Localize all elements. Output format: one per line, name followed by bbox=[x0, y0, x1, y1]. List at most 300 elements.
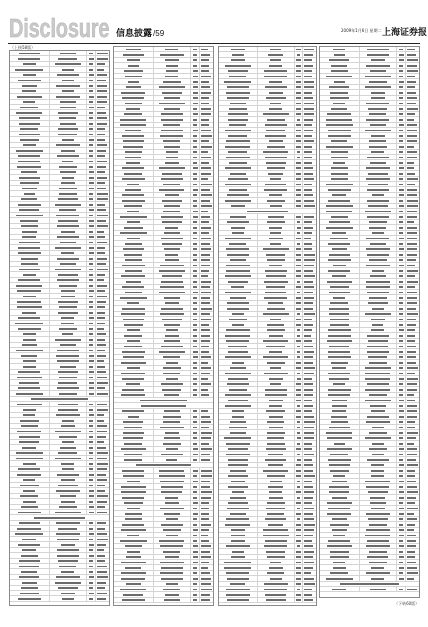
table-cell bbox=[406, 96, 419, 100]
table-cell bbox=[295, 414, 304, 418]
table-cell bbox=[320, 96, 360, 100]
table-cell bbox=[96, 413, 109, 417]
table-cell bbox=[258, 236, 295, 240]
table-cell bbox=[154, 457, 192, 461]
table-cell bbox=[96, 132, 109, 136]
table-cell bbox=[10, 424, 50, 428]
table-cell bbox=[50, 370, 88, 374]
table-cell bbox=[191, 393, 200, 397]
table-cell bbox=[219, 479, 258, 483]
table-cell bbox=[360, 511, 398, 515]
table-cell bbox=[154, 387, 192, 391]
table-cell bbox=[191, 69, 200, 73]
table-cell bbox=[114, 598, 154, 602]
table-cell bbox=[397, 339, 406, 343]
table-cell bbox=[397, 47, 406, 51]
table-cell bbox=[303, 517, 316, 521]
table-cell bbox=[219, 301, 258, 305]
table-cell bbox=[320, 295, 360, 299]
table-cell bbox=[10, 348, 50, 352]
table-cell bbox=[114, 285, 154, 289]
table-cell bbox=[406, 247, 419, 251]
table-cell bbox=[191, 409, 200, 413]
table-cell bbox=[219, 322, 258, 326]
table-cell bbox=[10, 310, 50, 314]
table-cell bbox=[397, 258, 406, 262]
table-cell bbox=[219, 96, 258, 100]
table-cell bbox=[258, 403, 295, 407]
table-cell bbox=[219, 387, 258, 391]
table-cell bbox=[114, 511, 154, 515]
table-cell bbox=[96, 440, 109, 444]
table-cell bbox=[191, 355, 200, 359]
disclosure-table-column-2 bbox=[113, 46, 214, 606]
table-cell bbox=[360, 468, 398, 472]
table-cell bbox=[50, 73, 88, 77]
table-cell bbox=[406, 317, 419, 321]
table-cell bbox=[397, 565, 406, 569]
table-cell bbox=[200, 333, 213, 337]
table-cell bbox=[397, 290, 406, 294]
table-cell bbox=[360, 236, 398, 240]
table-cell bbox=[200, 90, 213, 94]
table-cell bbox=[87, 456, 96, 460]
table-cell bbox=[50, 289, 88, 293]
table-cell bbox=[320, 544, 360, 548]
table-cell bbox=[360, 425, 398, 429]
table-cell bbox=[320, 495, 360, 499]
table-cell bbox=[87, 321, 96, 325]
table-cell bbox=[87, 569, 96, 573]
table-cell bbox=[114, 290, 154, 294]
table-cell bbox=[295, 306, 304, 310]
table-cell bbox=[191, 144, 200, 148]
table-cell bbox=[295, 63, 304, 67]
table-cell bbox=[96, 175, 109, 179]
table-cell bbox=[50, 445, 88, 449]
table-cell bbox=[406, 468, 419, 472]
table-cell bbox=[397, 252, 406, 256]
table-cell bbox=[114, 258, 154, 262]
table-cell bbox=[50, 337, 88, 341]
table-cell bbox=[10, 191, 50, 195]
table-cell bbox=[10, 100, 50, 104]
table-cell bbox=[50, 483, 88, 487]
table-cell bbox=[406, 312, 419, 316]
table-cell bbox=[295, 101, 304, 105]
table-cell bbox=[295, 517, 304, 521]
table-cell bbox=[295, 312, 304, 316]
table-cell bbox=[114, 549, 154, 553]
table-cell bbox=[96, 569, 109, 573]
table-cell bbox=[200, 247, 213, 251]
table-cell bbox=[200, 236, 213, 240]
table-cell bbox=[258, 436, 295, 440]
table-cell bbox=[200, 592, 213, 596]
table-cell bbox=[96, 235, 109, 239]
table-cell bbox=[50, 78, 88, 82]
table-cell bbox=[258, 166, 295, 170]
table-cell bbox=[200, 587, 213, 591]
table-cell bbox=[191, 447, 200, 451]
table-cell bbox=[258, 85, 295, 89]
table-cell bbox=[258, 312, 295, 316]
table-cell bbox=[87, 143, 96, 147]
table-cell bbox=[50, 353, 88, 357]
table-cell bbox=[360, 117, 398, 121]
table-cell bbox=[406, 241, 419, 245]
table-cell bbox=[154, 344, 192, 348]
table-cell bbox=[87, 402, 96, 406]
table-cell bbox=[397, 150, 406, 154]
table-cell bbox=[96, 451, 109, 455]
table-cell bbox=[200, 258, 213, 262]
table-cell bbox=[219, 555, 258, 559]
table-cell bbox=[50, 229, 88, 233]
table-cell bbox=[258, 339, 295, 343]
table-cell bbox=[295, 263, 304, 267]
table-cell bbox=[320, 560, 360, 564]
table-cell bbox=[295, 420, 304, 424]
table-cell bbox=[303, 549, 316, 553]
table-cell bbox=[87, 262, 96, 266]
table-cell bbox=[96, 154, 109, 158]
table-cell bbox=[154, 333, 192, 337]
table-cell bbox=[320, 279, 360, 283]
table-cell bbox=[219, 436, 258, 440]
table-cell bbox=[200, 177, 213, 181]
table-cell bbox=[320, 549, 360, 553]
table-cell bbox=[360, 317, 398, 321]
table-cell bbox=[114, 160, 154, 164]
table-cell bbox=[87, 56, 96, 60]
table-cell bbox=[303, 430, 316, 434]
table-cell bbox=[191, 452, 200, 456]
table-cell bbox=[200, 576, 213, 580]
table-cell bbox=[10, 494, 50, 498]
table-cell bbox=[397, 123, 406, 127]
table-cell bbox=[191, 79, 200, 83]
table-cell bbox=[303, 306, 316, 310]
table-cell bbox=[50, 89, 88, 93]
table-cell bbox=[295, 555, 304, 559]
table-cell bbox=[114, 490, 154, 494]
table-cell bbox=[295, 96, 304, 100]
table-cell bbox=[397, 231, 406, 235]
table-cell bbox=[50, 100, 88, 104]
table-cell-merged bbox=[10, 397, 109, 401]
table-cell bbox=[303, 457, 316, 461]
table-cell bbox=[406, 522, 419, 526]
table-cell bbox=[50, 375, 88, 379]
table-cell bbox=[200, 209, 213, 213]
table-cell bbox=[87, 461, 96, 465]
table-cell bbox=[114, 376, 154, 380]
table-cell bbox=[258, 150, 295, 154]
table-cell bbox=[154, 101, 192, 105]
table-cell bbox=[87, 424, 96, 428]
table-cell bbox=[50, 472, 88, 476]
table-cell-merged bbox=[114, 403, 213, 407]
table-cell bbox=[303, 441, 316, 445]
table-cell bbox=[320, 220, 360, 224]
table-cell bbox=[87, 418, 96, 422]
table-cell bbox=[191, 150, 200, 154]
table-cell bbox=[360, 452, 398, 456]
section-title: 信息披露 bbox=[116, 28, 153, 38]
table-cell bbox=[258, 371, 295, 375]
table-cell bbox=[10, 289, 50, 293]
table-cell bbox=[219, 538, 258, 542]
table-cell bbox=[50, 510, 88, 514]
table-cell bbox=[219, 511, 258, 515]
table-cell bbox=[114, 90, 154, 94]
table-cell bbox=[406, 555, 419, 559]
table-cell bbox=[295, 231, 304, 235]
table-cell bbox=[258, 69, 295, 73]
table-cell bbox=[191, 214, 200, 218]
table-cell bbox=[397, 398, 406, 402]
table-cell bbox=[87, 278, 96, 282]
table-cell bbox=[320, 285, 360, 289]
table-cell bbox=[406, 295, 419, 299]
table-cell bbox=[258, 333, 295, 337]
table-cell bbox=[219, 74, 258, 78]
table-cell bbox=[303, 85, 316, 89]
table-cell bbox=[191, 538, 200, 542]
table-cell bbox=[219, 495, 258, 499]
table-cell bbox=[96, 505, 109, 509]
table-cell bbox=[114, 312, 154, 316]
table-cell bbox=[219, 58, 258, 62]
table-cell bbox=[10, 575, 50, 579]
table-cell bbox=[258, 182, 295, 186]
table-cell bbox=[200, 285, 213, 289]
table-cell bbox=[191, 106, 200, 110]
table-cell bbox=[360, 220, 398, 224]
table-cell bbox=[360, 231, 398, 235]
table-cell bbox=[406, 387, 419, 391]
table-cell bbox=[200, 187, 213, 191]
table-cell bbox=[96, 127, 109, 131]
table-cell bbox=[397, 306, 406, 310]
table-cell bbox=[320, 522, 360, 526]
table-cell bbox=[406, 274, 419, 278]
table-cell bbox=[397, 447, 406, 451]
table-cell bbox=[219, 69, 258, 73]
table-cell bbox=[360, 457, 398, 461]
table-cell bbox=[50, 191, 88, 195]
table-cell bbox=[154, 166, 192, 170]
table-cell bbox=[96, 456, 109, 460]
table-cell bbox=[154, 236, 192, 240]
table-cell bbox=[114, 366, 154, 370]
table-cell bbox=[303, 150, 316, 154]
table-cell bbox=[154, 198, 192, 202]
table-cell bbox=[406, 322, 419, 326]
table-cell bbox=[114, 155, 154, 159]
table-cell bbox=[200, 47, 213, 51]
table-cell bbox=[114, 409, 154, 413]
table-cell bbox=[154, 182, 192, 186]
table-cell bbox=[10, 429, 50, 433]
table-cell bbox=[200, 241, 213, 245]
table-cell bbox=[87, 100, 96, 104]
table-cell bbox=[258, 285, 295, 289]
table-cell bbox=[114, 306, 154, 310]
table-cell bbox=[114, 117, 154, 121]
table-cell bbox=[406, 209, 419, 213]
table-cell bbox=[219, 177, 258, 181]
table-cell bbox=[200, 160, 213, 164]
table-cell bbox=[360, 387, 398, 391]
table-cell bbox=[406, 549, 419, 553]
table-cell bbox=[10, 526, 50, 530]
table-cell bbox=[406, 517, 419, 521]
table-cell bbox=[154, 187, 192, 191]
table-cell bbox=[154, 511, 192, 515]
table-cell bbox=[87, 521, 96, 525]
table-cell bbox=[303, 560, 316, 564]
table-cell bbox=[10, 332, 50, 336]
table-cell bbox=[320, 139, 360, 143]
table-cell bbox=[114, 420, 154, 424]
table-cell bbox=[397, 576, 406, 580]
table-cell bbox=[96, 62, 109, 66]
table-cell bbox=[303, 187, 316, 191]
table-cell bbox=[50, 418, 88, 422]
table-cell bbox=[50, 256, 88, 260]
table-cell bbox=[320, 322, 360, 326]
table-cell bbox=[191, 63, 200, 67]
table-cell bbox=[320, 555, 360, 559]
table-cell bbox=[96, 407, 109, 411]
table-cell bbox=[219, 360, 258, 364]
table-cell bbox=[258, 52, 295, 56]
table-cell bbox=[154, 414, 192, 418]
table-cell bbox=[258, 366, 295, 370]
table-cell bbox=[360, 139, 398, 143]
table-cell bbox=[191, 96, 200, 100]
table-cell bbox=[219, 393, 258, 397]
table-cell bbox=[114, 247, 154, 251]
table-cell bbox=[96, 229, 109, 233]
table-cell bbox=[397, 387, 406, 391]
table-cell bbox=[154, 592, 192, 596]
table-cell bbox=[50, 164, 88, 168]
table-cell bbox=[360, 295, 398, 299]
table-cell bbox=[191, 436, 200, 440]
table-cell bbox=[320, 528, 360, 532]
table-cell bbox=[258, 328, 295, 332]
table-cell bbox=[295, 123, 304, 127]
table-cell bbox=[10, 159, 50, 163]
table-cell bbox=[200, 123, 213, 127]
table-cell bbox=[219, 522, 258, 526]
table-cell bbox=[200, 268, 213, 272]
table-cell bbox=[114, 441, 154, 445]
table-cell bbox=[397, 495, 406, 499]
table-cell bbox=[320, 123, 360, 127]
table-cell bbox=[258, 387, 295, 391]
table-cell bbox=[295, 133, 304, 137]
table-cell bbox=[320, 436, 360, 440]
table-cell bbox=[258, 528, 295, 532]
table-cell bbox=[360, 560, 398, 564]
table-cell bbox=[320, 398, 360, 402]
table-cell bbox=[295, 457, 304, 461]
table-cell bbox=[50, 386, 88, 390]
table-cell bbox=[96, 326, 109, 330]
table-cell bbox=[303, 538, 316, 542]
table-cell bbox=[219, 63, 258, 67]
table-cell bbox=[154, 155, 192, 159]
table-cell bbox=[360, 85, 398, 89]
table-cell bbox=[191, 139, 200, 143]
table-cell bbox=[154, 133, 192, 137]
table-cell bbox=[303, 214, 316, 218]
table-cell bbox=[154, 582, 192, 586]
table-cell bbox=[114, 96, 154, 100]
table-cell bbox=[87, 62, 96, 66]
table-cell bbox=[50, 305, 88, 309]
table-cell bbox=[191, 225, 200, 229]
table-cell bbox=[360, 133, 398, 137]
table-cell bbox=[154, 555, 192, 559]
table-cell bbox=[114, 452, 154, 456]
table-cell bbox=[397, 69, 406, 73]
table-cell bbox=[50, 343, 88, 347]
table-cell bbox=[320, 376, 360, 380]
table-cell bbox=[114, 198, 154, 202]
table-cell bbox=[258, 355, 295, 359]
table-cell bbox=[258, 555, 295, 559]
table-cell bbox=[191, 598, 200, 602]
table-cell bbox=[303, 576, 316, 580]
table-cell bbox=[258, 139, 295, 143]
table-cell bbox=[191, 430, 200, 434]
table-cell bbox=[50, 299, 88, 303]
table-cell bbox=[200, 441, 213, 445]
table-cell bbox=[303, 565, 316, 569]
table-cell bbox=[200, 474, 213, 478]
table-cell bbox=[295, 582, 304, 586]
table-cell bbox=[406, 333, 419, 337]
table-cell bbox=[360, 204, 398, 208]
table-cell bbox=[154, 47, 192, 51]
table-cell bbox=[360, 366, 398, 370]
table-cell bbox=[258, 549, 295, 553]
table-cell bbox=[295, 58, 304, 62]
table-cell bbox=[114, 425, 154, 429]
table-cell bbox=[191, 484, 200, 488]
table-cell bbox=[406, 306, 419, 310]
table-cell bbox=[320, 457, 360, 461]
table-cell bbox=[320, 414, 360, 418]
table-cell bbox=[114, 339, 154, 343]
table-cell bbox=[200, 517, 213, 521]
table-cell bbox=[191, 187, 200, 191]
table-cell bbox=[397, 198, 406, 202]
table-cell bbox=[50, 402, 88, 406]
table-cell bbox=[114, 436, 154, 440]
table-cell bbox=[295, 511, 304, 515]
table-cell bbox=[406, 366, 419, 370]
table-cell bbox=[219, 414, 258, 418]
table-cell bbox=[258, 463, 295, 467]
table-cell bbox=[50, 553, 88, 557]
table-cell bbox=[219, 247, 258, 251]
